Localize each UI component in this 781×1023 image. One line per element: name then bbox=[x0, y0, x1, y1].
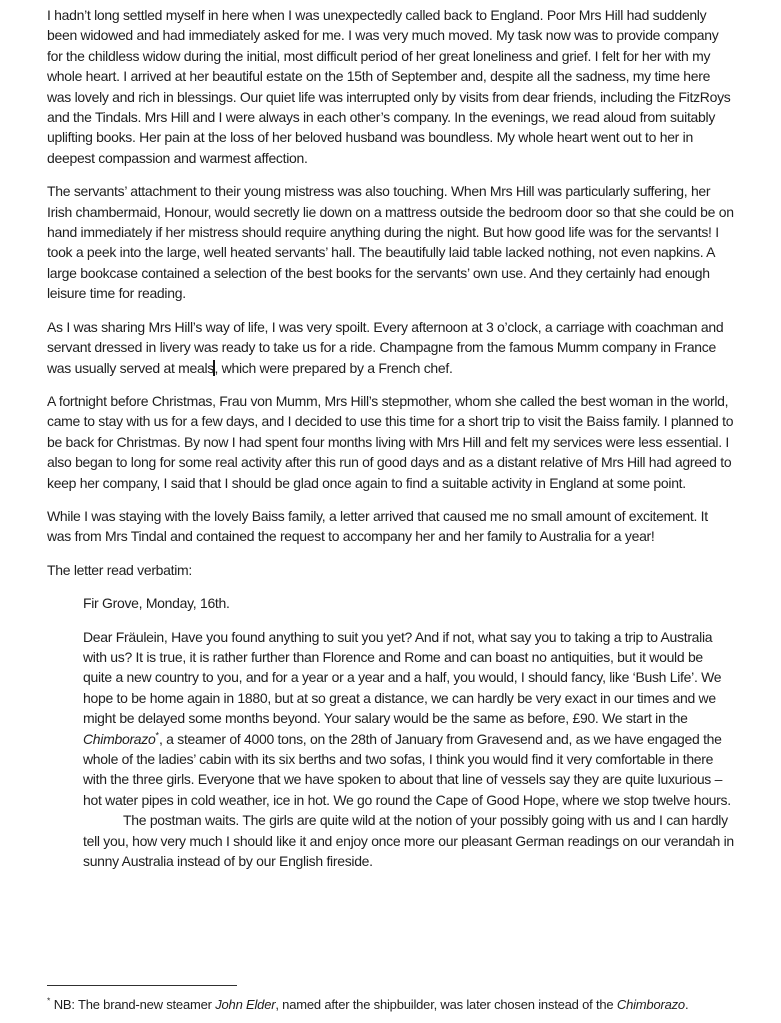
paragraph-england-return[interactable]: I hadn’t long settled myself in here when I was unexpectedly called back to England. Poor Mrs Hill had suddenly been widowed and had immediately asked for me. I was very much moved. My task now was to provide company for the childless widow during the initial, most difficult period of her great loneliness and grief. I felt for her with my whole heart. I arrived at her beautiful estate on the 15th of September and, despite all the sadness, my time here was lovely and rich in blessings. Our quiet life was interrupted only by visits from dear friends, including the FitzRoys and the Tindals. Mrs Hill and I were always in each other’s company. In the evenings, we read aloud from suitably uplifting books. Her pain at the loss of her beloved husband was boundless. My whole heart went out to her in deepest compassion and warmest affection. bbox=[47, 7, 731, 166]
footnote-segment: NB: The brand-new steamer bbox=[50, 997, 216, 1012]
ship-name-italic: John Elder bbox=[215, 997, 276, 1012]
paragraph-fortnight-christmas[interactable]: A fortnight before Christmas, Frau von Mumm, Mrs Hill’s stepmother, whom she called the best woman in the world, came to stay with us for a few days, and I decided to use this time for a short trip to visit the Baiss family. I planned to be back for Christmas. By now I had spent four months living with Mrs Hill and felt my services were less essential. I also began to long for some real activity after this run of good days and as a distant relative of Mrs Hill had agreed to keep her company, I said that I should be glad once again to find a suitable activity in England at some point. bbox=[47, 392, 734, 491]
text-after-cursor: , which were prepared by a French chef. bbox=[214, 359, 453, 376]
paragraph-letter-arrived[interactable]: While I was staying with the lovely Baiss family, a letter arrived that caused me no small amount of excitement. It was from Mrs Tindal and contained the request to accompany her and her family to Australia for a year! bbox=[47, 507, 708, 545]
footnote-area bbox=[47, 985, 734, 1013]
footnote-text[interactable] bbox=[47, 996, 734, 1013]
footnote-segment: . bbox=[684, 997, 689, 1012]
paragraph-spoilt-with-cursor[interactable] bbox=[47, 317, 734, 378]
paragraph-servants[interactable]: The servants’ attachment to their young mistress was also touching. When Mrs Hill was particularly suffering, her Irish chambermaid, Honour, would secretly lie down on a mattress outside the bedroom door so that she could be on hand immediately if her mistress should require anything during the night. But how good life was for the servants! I took a peek into the large, well heated servants’ hall. The beautifully laid table lacked nothing, not even napkins. A large bookcase contained a selection of the best books for the servants’ own use. And they certainly had enough leisure time for reading. bbox=[47, 183, 734, 302]
quoted-letter-block bbox=[83, 593, 734, 871]
ship-name-italic: Chimborazo bbox=[616, 997, 685, 1012]
letter-dateline[interactable]: Fir Grove, Monday, 16th. bbox=[83, 595, 230, 612]
footnote-reference-marker[interactable]: * bbox=[155, 729, 159, 740]
footnote-separator bbox=[47, 985, 237, 986]
text-before-cursor: As I was sharing Mrs Hill’s way of life, I was very spoilt. Every afternoon at 3 o’clock, a carriage with coachman and servant dressed in livery was ready to take us for a ride. Champagne from the famous Mumm company in France was usually served at meals bbox=[47, 318, 724, 376]
letter-text-segment: , a steamer of 4000 tons, on the 28th of January from Gravesend and, as we have engaged the whole of the ladies’ cabin with its six berths and two sofas, I think you would find it very comfortable in there with the three girls. Everyone that we have spoken to about that line of vessels say they are quite luxurious – hot water pipes in cold weather, ice in hot. We go round the Cape of Good Hope, where we stop twelve hours. bbox=[83, 730, 731, 808]
paragraph-letter-intro[interactable]: The letter read verbatim: bbox=[47, 561, 193, 578]
ship-name-italic: Chimborazo bbox=[83, 730, 156, 747]
letter-paragraph-main[interactable] bbox=[83, 627, 734, 811]
letter-paragraph-postman[interactable]: The postman waits. The girls are quite wild at the notion of your possibly going with us and I can hardly tell you, how very much I should like it and enjoy once more our pleasant German readings on our verandah in sunny Australia instead of by our English fireside. bbox=[83, 812, 734, 870]
letter-text-segment: Dear Fräulein, Have you found anything to suit you yet? And if not, what say you to taking a trip to Australia with us? It is true, it is rather further than Florence and Rome and can boast no antiquities, but it would be quite a new country to you, and for a year or a year and a half, you would, I should fancy, like ‘Bush Life’. We hope to be home again in 1880, but at so great a distance, we can hardly be very exact in our times and we might be delayed some months beyond. Your salary would be the same as before, £90. We start in the bbox=[83, 628, 722, 727]
footnote-segment: , named after the shipbuilder, was later chosen instead of the bbox=[275, 997, 617, 1012]
footnote-marker: * bbox=[47, 995, 51, 1006]
